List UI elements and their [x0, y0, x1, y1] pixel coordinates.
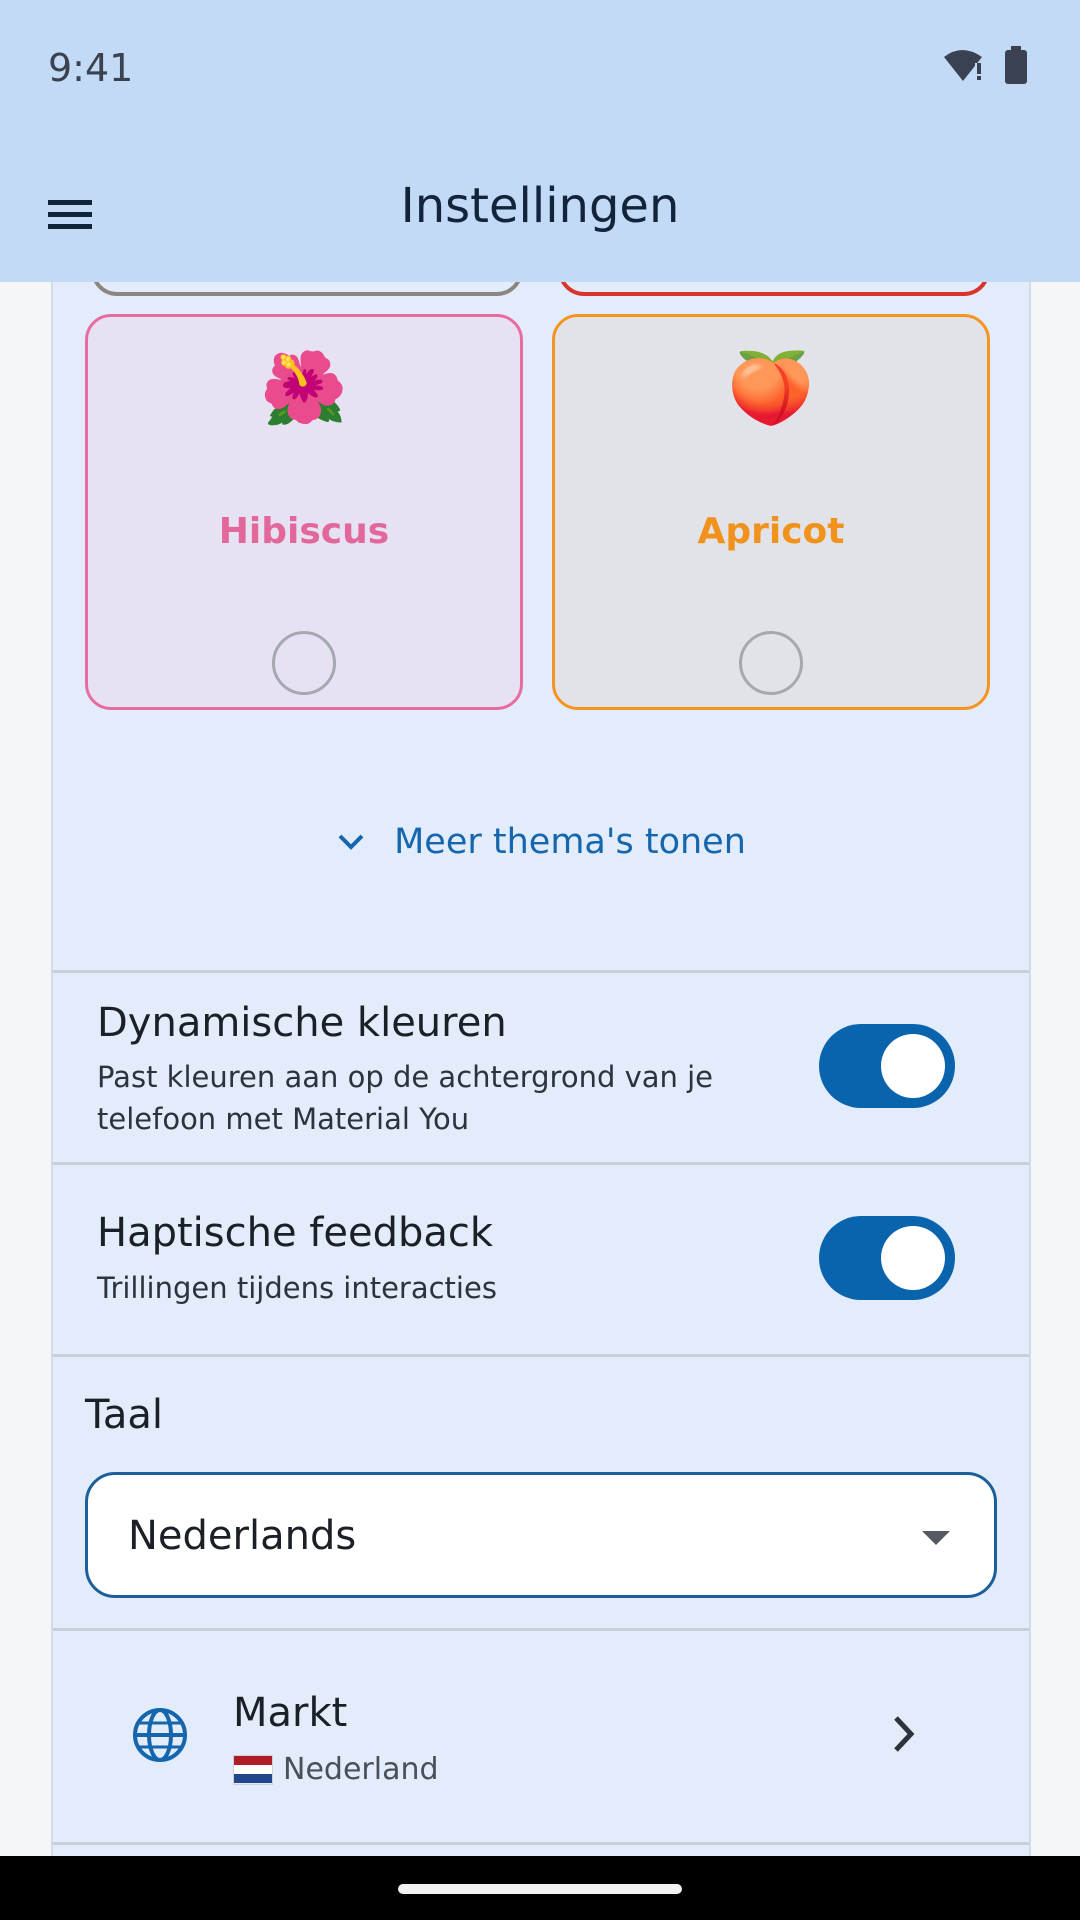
- setting-title: Dynamische kleuren: [97, 1000, 507, 1046]
- theme-radio-hibiscus[interactable]: [272, 631, 336, 695]
- language-select[interactable]: [85, 1472, 997, 1598]
- setting-subtitle: Trillingen tijdens interacties: [97, 1271, 497, 1305]
- home-gesture-handle[interactable]: [398, 1884, 682, 1894]
- theme-card-hibiscus[interactable]: [85, 314, 523, 710]
- settings-panel: [51, 282, 1031, 1862]
- battery-icon: [1004, 46, 1028, 84]
- market-value: Nederland: [283, 1752, 439, 1787]
- wifi-alert-icon: [942, 47, 986, 83]
- top-app-bar: [0, 140, 1080, 282]
- more-themes-label: Meer thema's tonen: [394, 822, 746, 862]
- status-bar: [0, 0, 1080, 140]
- setting-subtitle: Past kleuren aan op de achtergrond van je telefoon met Material You: [97, 1060, 714, 1136]
- theme-card-partial[interactable]: [91, 282, 523, 296]
- peach-icon: 🍑: [727, 347, 815, 429]
- setting-title: Haptische feedback: [97, 1210, 494, 1256]
- chevron-right-icon: [889, 1712, 919, 1756]
- hibiscus-icon: 🌺: [260, 347, 348, 429]
- theme-card-apricot[interactable]: [552, 314, 990, 710]
- more-themes-button[interactable]: [53, 822, 1029, 862]
- divider: [53, 1354, 1029, 1357]
- chevron-down-icon: [336, 832, 366, 852]
- haptic-feedback-toggle[interactable]: [819, 1216, 955, 1300]
- page-title: Instellingen: [400, 178, 680, 234]
- divider: [53, 1842, 1029, 1845]
- market-title: Markt: [233, 1690, 348, 1736]
- theme-card-label: Hibiscus: [218, 511, 390, 552]
- divider: [53, 970, 1029, 973]
- dropdown-arrow-icon: [922, 1531, 950, 1545]
- theme-card-label: Apricot: [697, 511, 845, 552]
- market-setting[interactable]: [53, 1632, 1029, 1842]
- toggle-knob: [881, 1226, 945, 1290]
- language-value: Nederlands: [128, 1513, 357, 1559]
- language-label: Taal: [85, 1392, 163, 1438]
- navigation-bar: [0, 1856, 1080, 1920]
- status-time: 9:41: [48, 46, 134, 90]
- divider: [53, 1162, 1029, 1165]
- netherlands-flag-icon: [233, 1755, 273, 1785]
- dynamic-colors-toggle[interactable]: [819, 1024, 955, 1108]
- toggle-knob: [881, 1034, 945, 1098]
- globe-icon: [131, 1706, 189, 1764]
- theme-card-partial[interactable]: [558, 282, 990, 296]
- market-subtitle: [233, 1752, 439, 1787]
- theme-radio-apricot[interactable]: [739, 631, 803, 695]
- status-icons: [942, 46, 1028, 84]
- divider: [53, 1628, 1029, 1631]
